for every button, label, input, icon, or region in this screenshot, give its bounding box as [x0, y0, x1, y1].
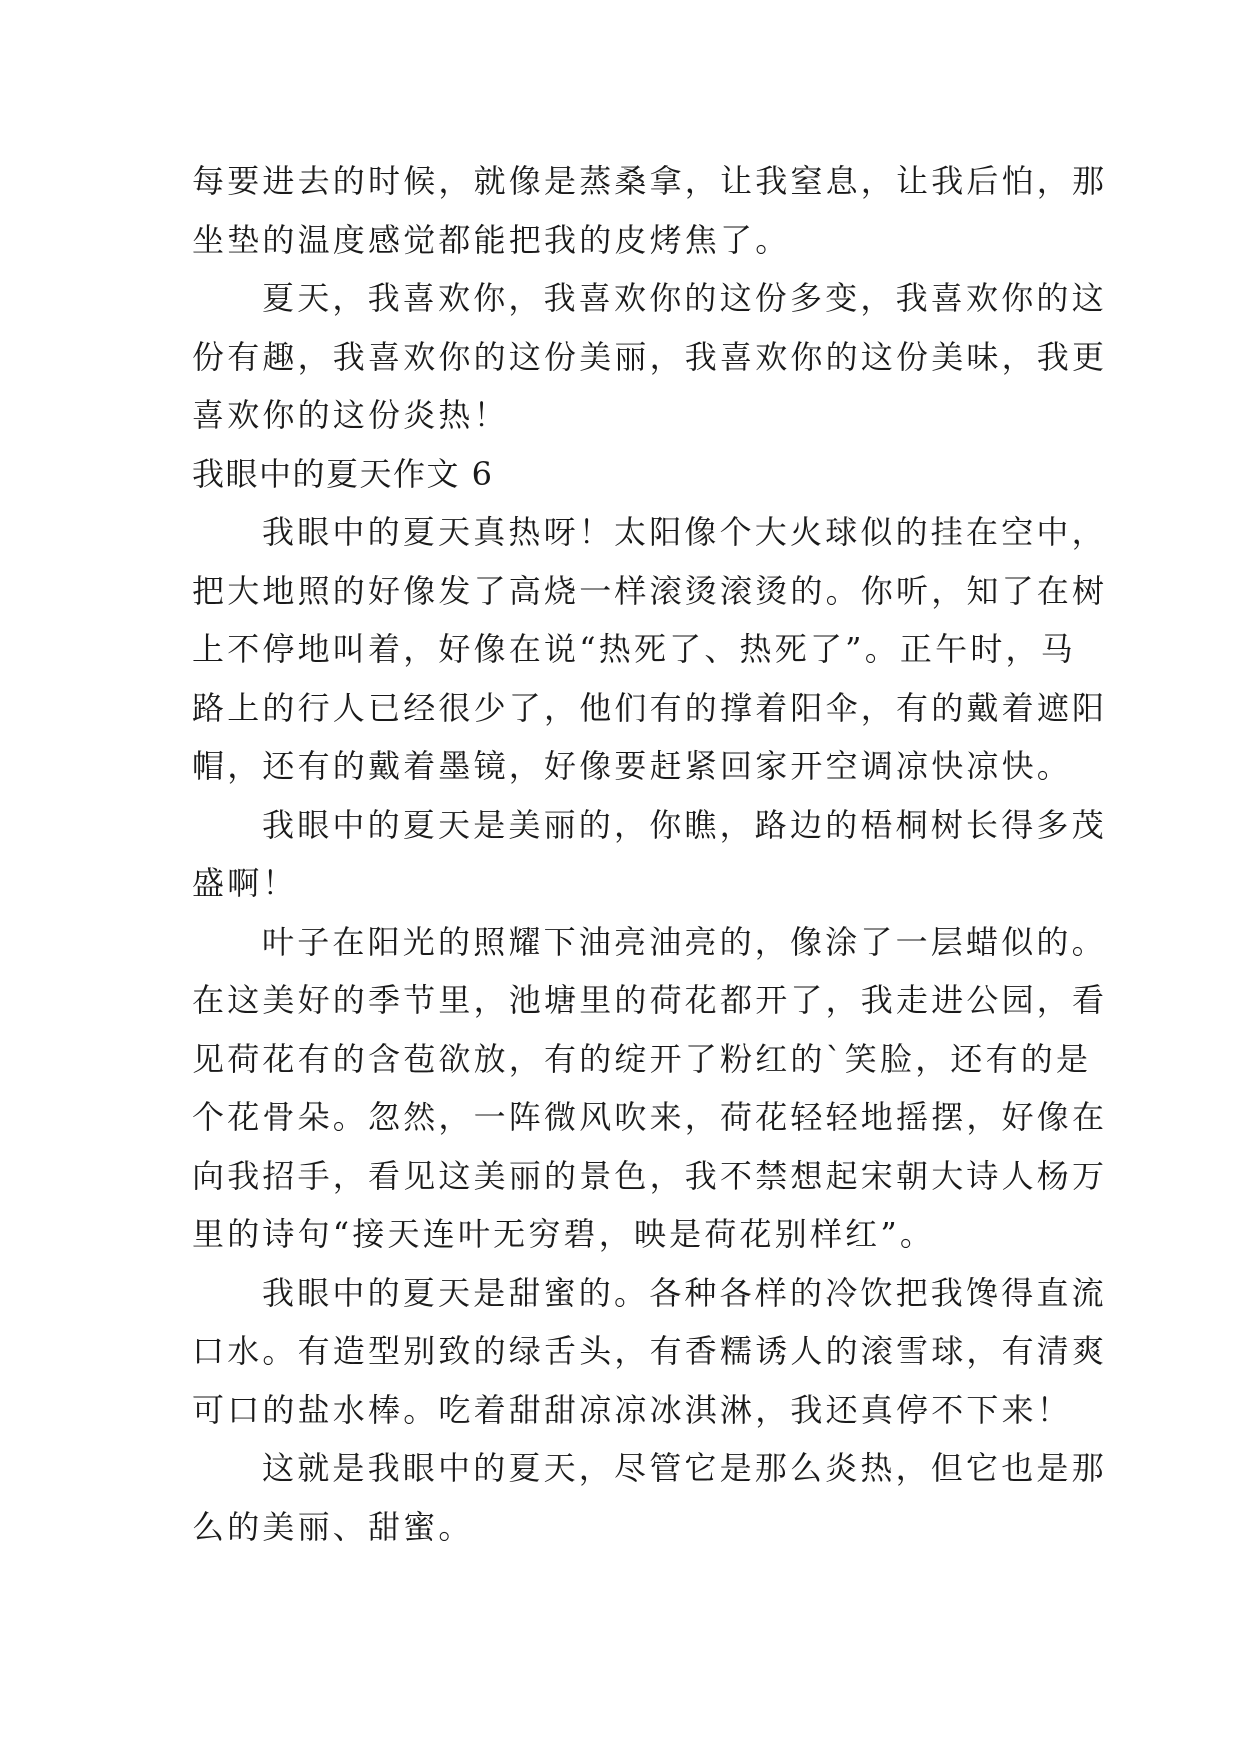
- text-line: 我眼中的夏天真热呀！太阳像个大火球似的挂在空中，: [262, 513, 1107, 551]
- document-body: [192, 152, 1108, 1556]
- text-line: 里的诗句“接天连叶无穷碧，映是荷花别样红”。: [192, 1215, 936, 1253]
- text-line: 盛啊！: [192, 864, 298, 902]
- text-line: 把大地照的好像发了高烧一样滚烫滚烫的。你听，知了在树: [192, 571, 1108, 610]
- text-line: 个花骨朵。忽然，一阵微风吹来，荷花轻轻地摇摆，好像在: [192, 1098, 1108, 1136]
- text-line: 路上的行人已经很少了，他们有的撑着阳伞，有的戴着遮阳: [192, 688, 1108, 727]
- text-line: 份有趣，我喜欢你的这份美丽，我喜欢你的这份美味，我更: [192, 337, 1108, 376]
- text-line: 上不停地叫着，好像在说“热死了、热死了”。正午时，马: [192, 630, 1076, 668]
- text-line: 见荷花有的含苞欲放，有的绽开了粉红的`笑脸，还有的是: [192, 1039, 1092, 1078]
- text-line: 帽，还有的戴着墨镜，好像要赶紧回家开空调凉快凉快。: [192, 747, 1073, 785]
- text-line: 这就是我眼中的夏天，尽管它是那么炎热，但它也是那: [262, 1449, 1107, 1487]
- section-heading: 我眼中的夏天作文 6: [192, 454, 494, 493]
- text-line: 口水。有造型别致的绿舌头，有香糯诱人的滚雪球，有清爽: [192, 1332, 1108, 1370]
- text-line: 坐垫的温度感觉都能把我的皮烤焦了。: [192, 220, 791, 259]
- text-line: 在这美好的季节里，池塘里的荷花都开了，我走进公园，看: [192, 981, 1108, 1019]
- text-line: 叶子在阳光的照耀下油亮油亮的，像涂了一层蜡似的。: [262, 922, 1107, 961]
- text-line: 我眼中的夏天是美丽的，你瞧，路边的梧桐树长得多茂: [262, 805, 1107, 844]
- text-line: 我眼中的夏天是甜蜜的。各种各样的冷饮把我馋得直流: [262, 1273, 1107, 1312]
- text-line: 可口的盐水棒。吃着甜甜凉凉冰淇淋，我还真停不下来！: [192, 1390, 1073, 1429]
- text-line: 喜欢你的这份炎热！: [192, 396, 509, 434]
- text-line: 么的美丽、甜蜜。: [192, 1507, 474, 1546]
- text-line: 向我招手，看见这美丽的景色，我不禁想起宋朝大诗人杨万: [192, 1156, 1108, 1195]
- text-line: 夏天，我喜欢你，我喜欢你的这份多变，我喜欢你的这: [262, 279, 1107, 317]
- text-line: 每要进去的时候，就像是蒸桑拿，让我窒息，让我后怕，那: [192, 162, 1108, 200]
